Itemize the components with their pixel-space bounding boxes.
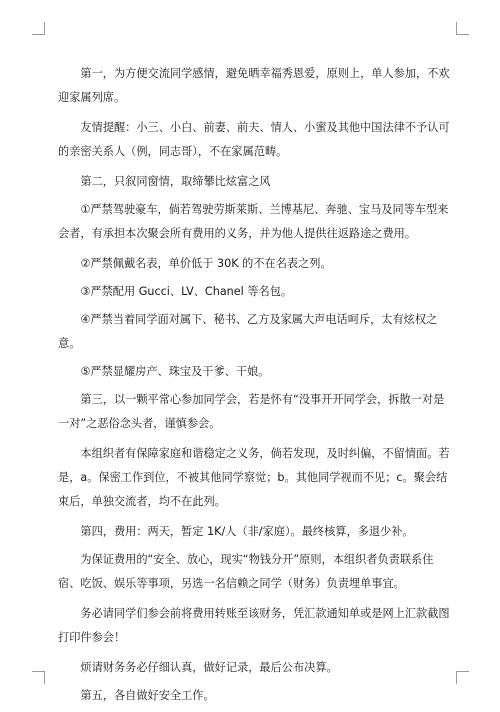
paragraph-transfer: 务必请同学们参会前将费用转账至该财务，凭汇款通知单或是网上汇款截图打印件参会！ (58, 607, 450, 644)
crop-mark-top-left (32, 22, 45, 35)
crop-mark-bottom-right (456, 671, 469, 684)
paragraph-fee-principle: 为保证费用的“安全、放心，现实“物钱分开”原则，本组织者负责联系住宿、吃饭、娱乐等事项，另选一名信赖之同学（财务）负责埋单事宜。 (58, 553, 434, 590)
paragraph-rule-2: 第二，只叙同窗情，取缔攀比炫富之风 (80, 175, 271, 188)
paragraph-item-2: ②严禁佩戴名表，单价低于 30K 的不在名表之列。 (80, 257, 332, 270)
paragraph-item-5: ⑤严禁显耀房产、珠宝及干爹、干娘。 (80, 365, 270, 378)
crop-mark-bottom-left (32, 671, 45, 684)
paragraph-rule-4: 第四，费用：两天，暂定 1K/人（非/家庭）。最终核算，多退少补。 (80, 525, 414, 538)
paragraph-rule-3: 第三，以一颗平常心参加同学会，若是怀有“没事开开同学会，拆散一对是一对”之恶俗念头者，谨慎参会。 (58, 393, 445, 430)
crop-mark-top-right (456, 22, 469, 35)
paragraph-item-4: ④严禁当着同学面对属下、秘书、乙方及家属大声电话呵斥，太有炫权之意。 (58, 313, 438, 350)
paragraph-item-3: ③严禁配用 Gucci、LV、Chanel 等名包。 (80, 285, 293, 298)
paragraph-rule-5: 第五，各自做好安全工作。 (80, 689, 215, 702)
paragraph-finance: 烦请财务务必仔细认真，做好记录，最后公布决算。 (80, 661, 338, 674)
paragraph-organizer: 本组织者有保障家庭和谐稳定之义务，倘若发现，及时纠偏，不留情面。若是，a。保密工作到位，不被其他同学察觉；b。其他同学视而不见；c。聚会结束后，单独交流者，均不在此列。 (58, 447, 450, 508)
document-body (58, 62, 452, 712)
paragraph-reminder: 友情提醒：小三、小白、前妻、前夫、情人、小蜜及其他中国法律不予认可的亲密关系人（例，同志哥），不在家属范畴。 (58, 121, 450, 158)
paragraph-item-1: ①严禁驾驶豪车，倘若驾驶劳斯莱斯、兰博基尼、奔驰、宝马及同等车型来会者，有承担本次聚会所有费用的义务，并为他人提供往返路途之费用。 (58, 203, 449, 240)
paragraph-rule-1: 第一，为方便交流同学感情，避免晒幸福秀恩爱，原则上，单人参加，不欢迎家属列席。 (58, 67, 450, 104)
